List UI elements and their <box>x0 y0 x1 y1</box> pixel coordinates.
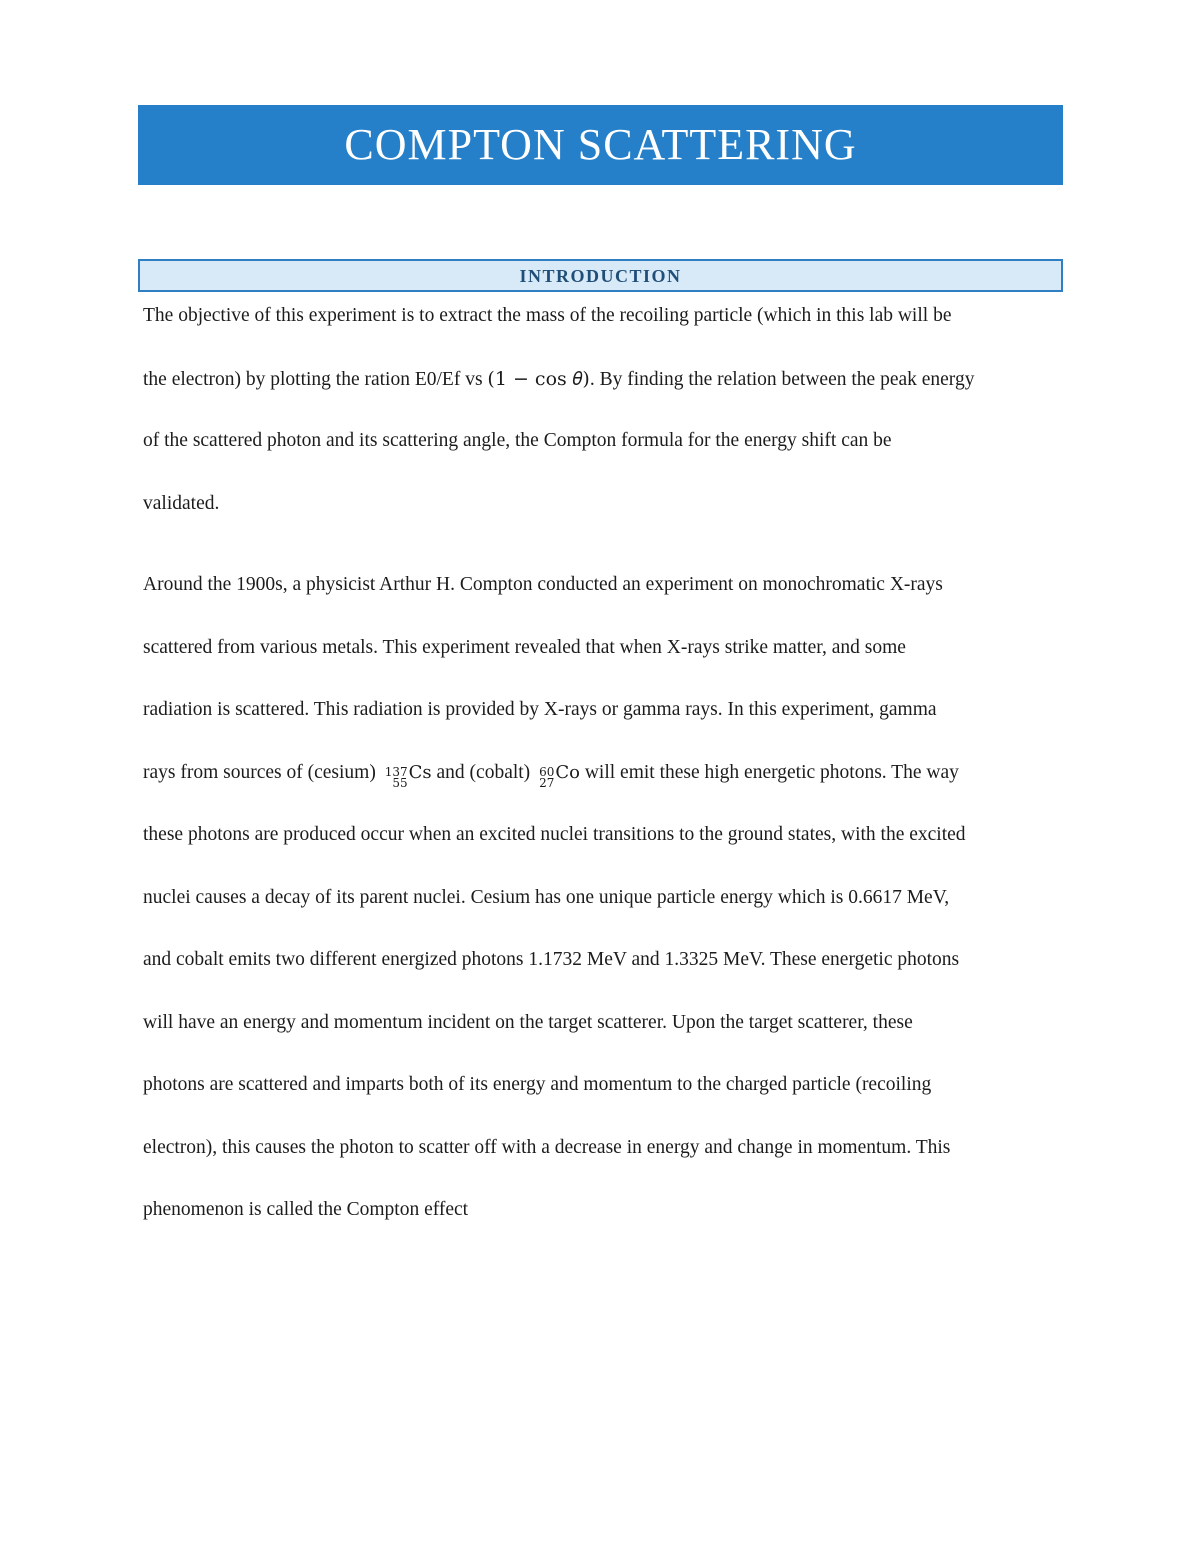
paragraph-line: these photons are produced occur when an excited nuclei transitions to the ground states, with the excited <box>143 824 966 845</box>
atomic-number: 27 <box>539 775 555 790</box>
paragraph-line: radiation is scattered. This radiation is provided by X-rays or gamma rays. In this experiment, gamma <box>143 699 937 720</box>
paragraph-line: scattered from various metals. This experiment revealed that when X-rays strike matter, and some <box>143 636 906 658</box>
paragraph-line <box>143 348 1063 411</box>
paragraph-line: phenomenon is called the Compton effect <box>143 1199 469 1220</box>
text-run: and (cobalt) <box>431 761 536 783</box>
section-heading: INTRODUCTION <box>519 265 682 286</box>
paragraph-line: The objective of this experiment is to extract the mass of the recoiling particle (which in this lab will be <box>143 305 952 326</box>
text-run: . By finding the relation between the peak energy <box>589 368 975 390</box>
text-run: rays from sources of (cesium) <box>143 761 381 783</box>
cesium-isotope <box>381 742 432 805</box>
paragraph-background <box>143 554 1063 1242</box>
paragraph-line: and cobalt emits two different energized photons 1.1732 MeV and 1.3325 MeV. These energetic photons <box>143 949 960 970</box>
text-run: will emit these high energetic photons. The way <box>579 761 959 783</box>
paragraph-line: of the scattered photon and its scattering angle, the Compton formula for the energy shift can be <box>143 430 892 451</box>
paragraph-line <box>143 742 1063 805</box>
mass-number: 137 <box>384 764 408 779</box>
element-symbol: Cs <box>408 761 432 783</box>
atomic-number: 55 <box>392 775 408 790</box>
mass-number: 60 <box>539 764 555 779</box>
isotope-numbers <box>539 764 555 790</box>
title-banner <box>138 105 1063 185</box>
paragraph-line: nuclei causes a decay of its parent nuclei. Cesium has one unique particle energy which is 0.6617 MeV, <box>143 886 950 908</box>
paragraph-line: validated. <box>143 492 220 514</box>
math-expression: (1 − cos 𝜃) <box>487 367 590 390</box>
isotope-numbers <box>384 764 408 790</box>
paragraph-line: will have an energy and momentum incident on the target scatterer. Upon the target scatterer, these <box>143 1011 913 1033</box>
cobalt-isotope <box>535 742 580 805</box>
element-symbol: Co <box>555 761 580 783</box>
paragraph-line: photons are scattered and imparts both of its energy and momentum to the charged particle (recoiling <box>143 1074 932 1095</box>
document-title: COMPTON SCATTERING <box>344 120 857 169</box>
text-run: the electron) by plotting the ration E0/Ef vs <box>143 368 488 390</box>
paragraph-line: Around the 1900s, a physicist Arthur H. Compton conducted an experiment on monochromatic X-rays <box>143 574 943 595</box>
paragraph-objective <box>143 285 1063 535</box>
paragraph-line: electron), this causes the photon to scatter off with a decrease in energy and change in momentum. This <box>143 1136 951 1158</box>
